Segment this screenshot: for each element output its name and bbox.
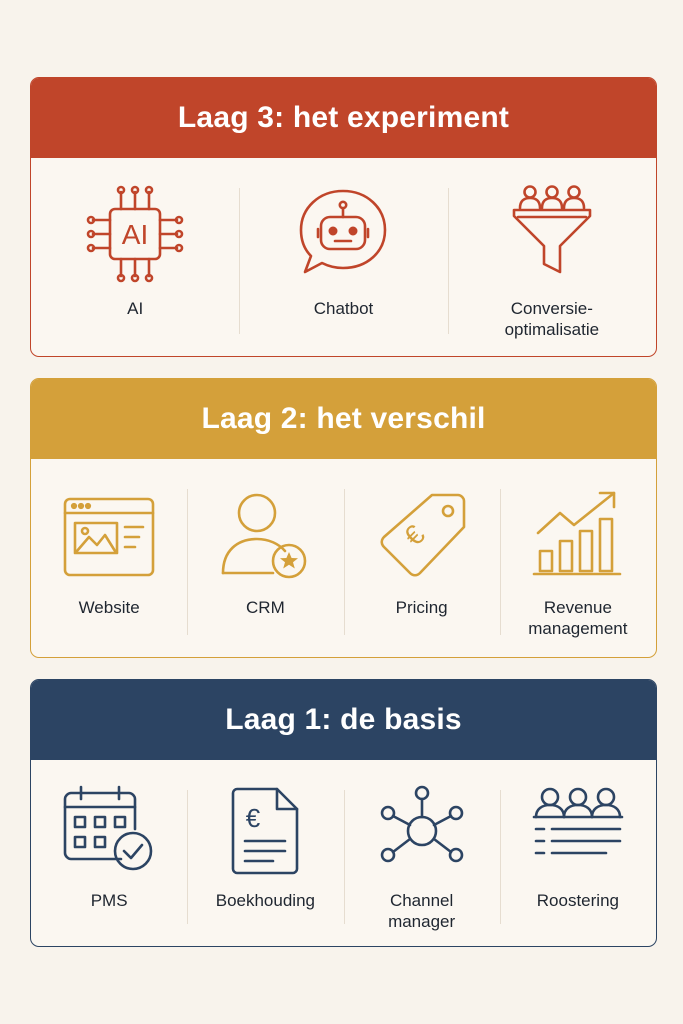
price-tag-icon — [374, 489, 470, 579]
layer-2-item-pricing — [344, 459, 500, 657]
layer-3-item-chatbot — [239, 158, 447, 356]
layer-1-item-label: Boekhouding — [215, 891, 315, 910]
layer-3-card — [30, 77, 657, 357]
layer-1-card — [30, 679, 657, 947]
euro-symbol: € — [397, 518, 431, 552]
layer-3-item-label: Conversie- optimalisatie — [504, 299, 600, 339]
team-schedule-icon — [530, 785, 626, 875]
layer-2-item-revenue — [500, 459, 656, 657]
layer-1-items — [31, 760, 656, 946]
layer-2-item-label: Pricing — [395, 598, 448, 617]
ai-chip-text: AI — [121, 219, 149, 250]
layer-2-card — [30, 378, 657, 658]
layer-2-item-label: CRM — [246, 598, 285, 617]
crm-user-icon — [217, 489, 313, 579]
euro-symbol: € — [246, 803, 261, 833]
calendar-check-icon — [61, 785, 157, 875]
layer-3-item-label: AI — [127, 299, 144, 318]
growth-chart-icon — [530, 489, 626, 579]
layer-3-item-conversion — [448, 158, 656, 356]
funnel-icon — [502, 184, 602, 284]
layer-1-title: Laag 1: de basis — [31, 680, 656, 760]
layer-1-item-label: Roostering — [536, 891, 619, 910]
layer-1-item-label: PMS — [90, 891, 128, 910]
layer-2-item-website — [31, 459, 187, 657]
layer-3-item-ai — [31, 158, 239, 356]
layer-2-items — [31, 459, 656, 657]
layer-3-items — [31, 158, 656, 356]
layer-3-item-label: Chatbot — [313, 299, 374, 318]
layer-2-item-label: Website — [78, 598, 140, 617]
layer-2-title: Laag 2: het verschil — [31, 379, 656, 459]
network-hub-icon — [374, 785, 470, 875]
ai-chip-icon — [85, 184, 185, 284]
layer-3-title: Laag 3: het experiment — [31, 78, 656, 158]
layer-1-item-channel-manager — [344, 760, 500, 946]
website-icon — [61, 489, 157, 579]
layer-2-item-crm — [187, 459, 343, 657]
layer-2-item-label: Revenue management — [528, 598, 628, 638]
layer-1-item-accounting — [187, 760, 343, 946]
layer-1-item-rostering — [500, 760, 656, 946]
layer-1-item-label: Channel manager — [388, 891, 456, 931]
layer-1-item-pms — [31, 760, 187, 946]
invoice-document-icon — [217, 785, 313, 875]
chatbot-icon — [293, 184, 393, 284]
